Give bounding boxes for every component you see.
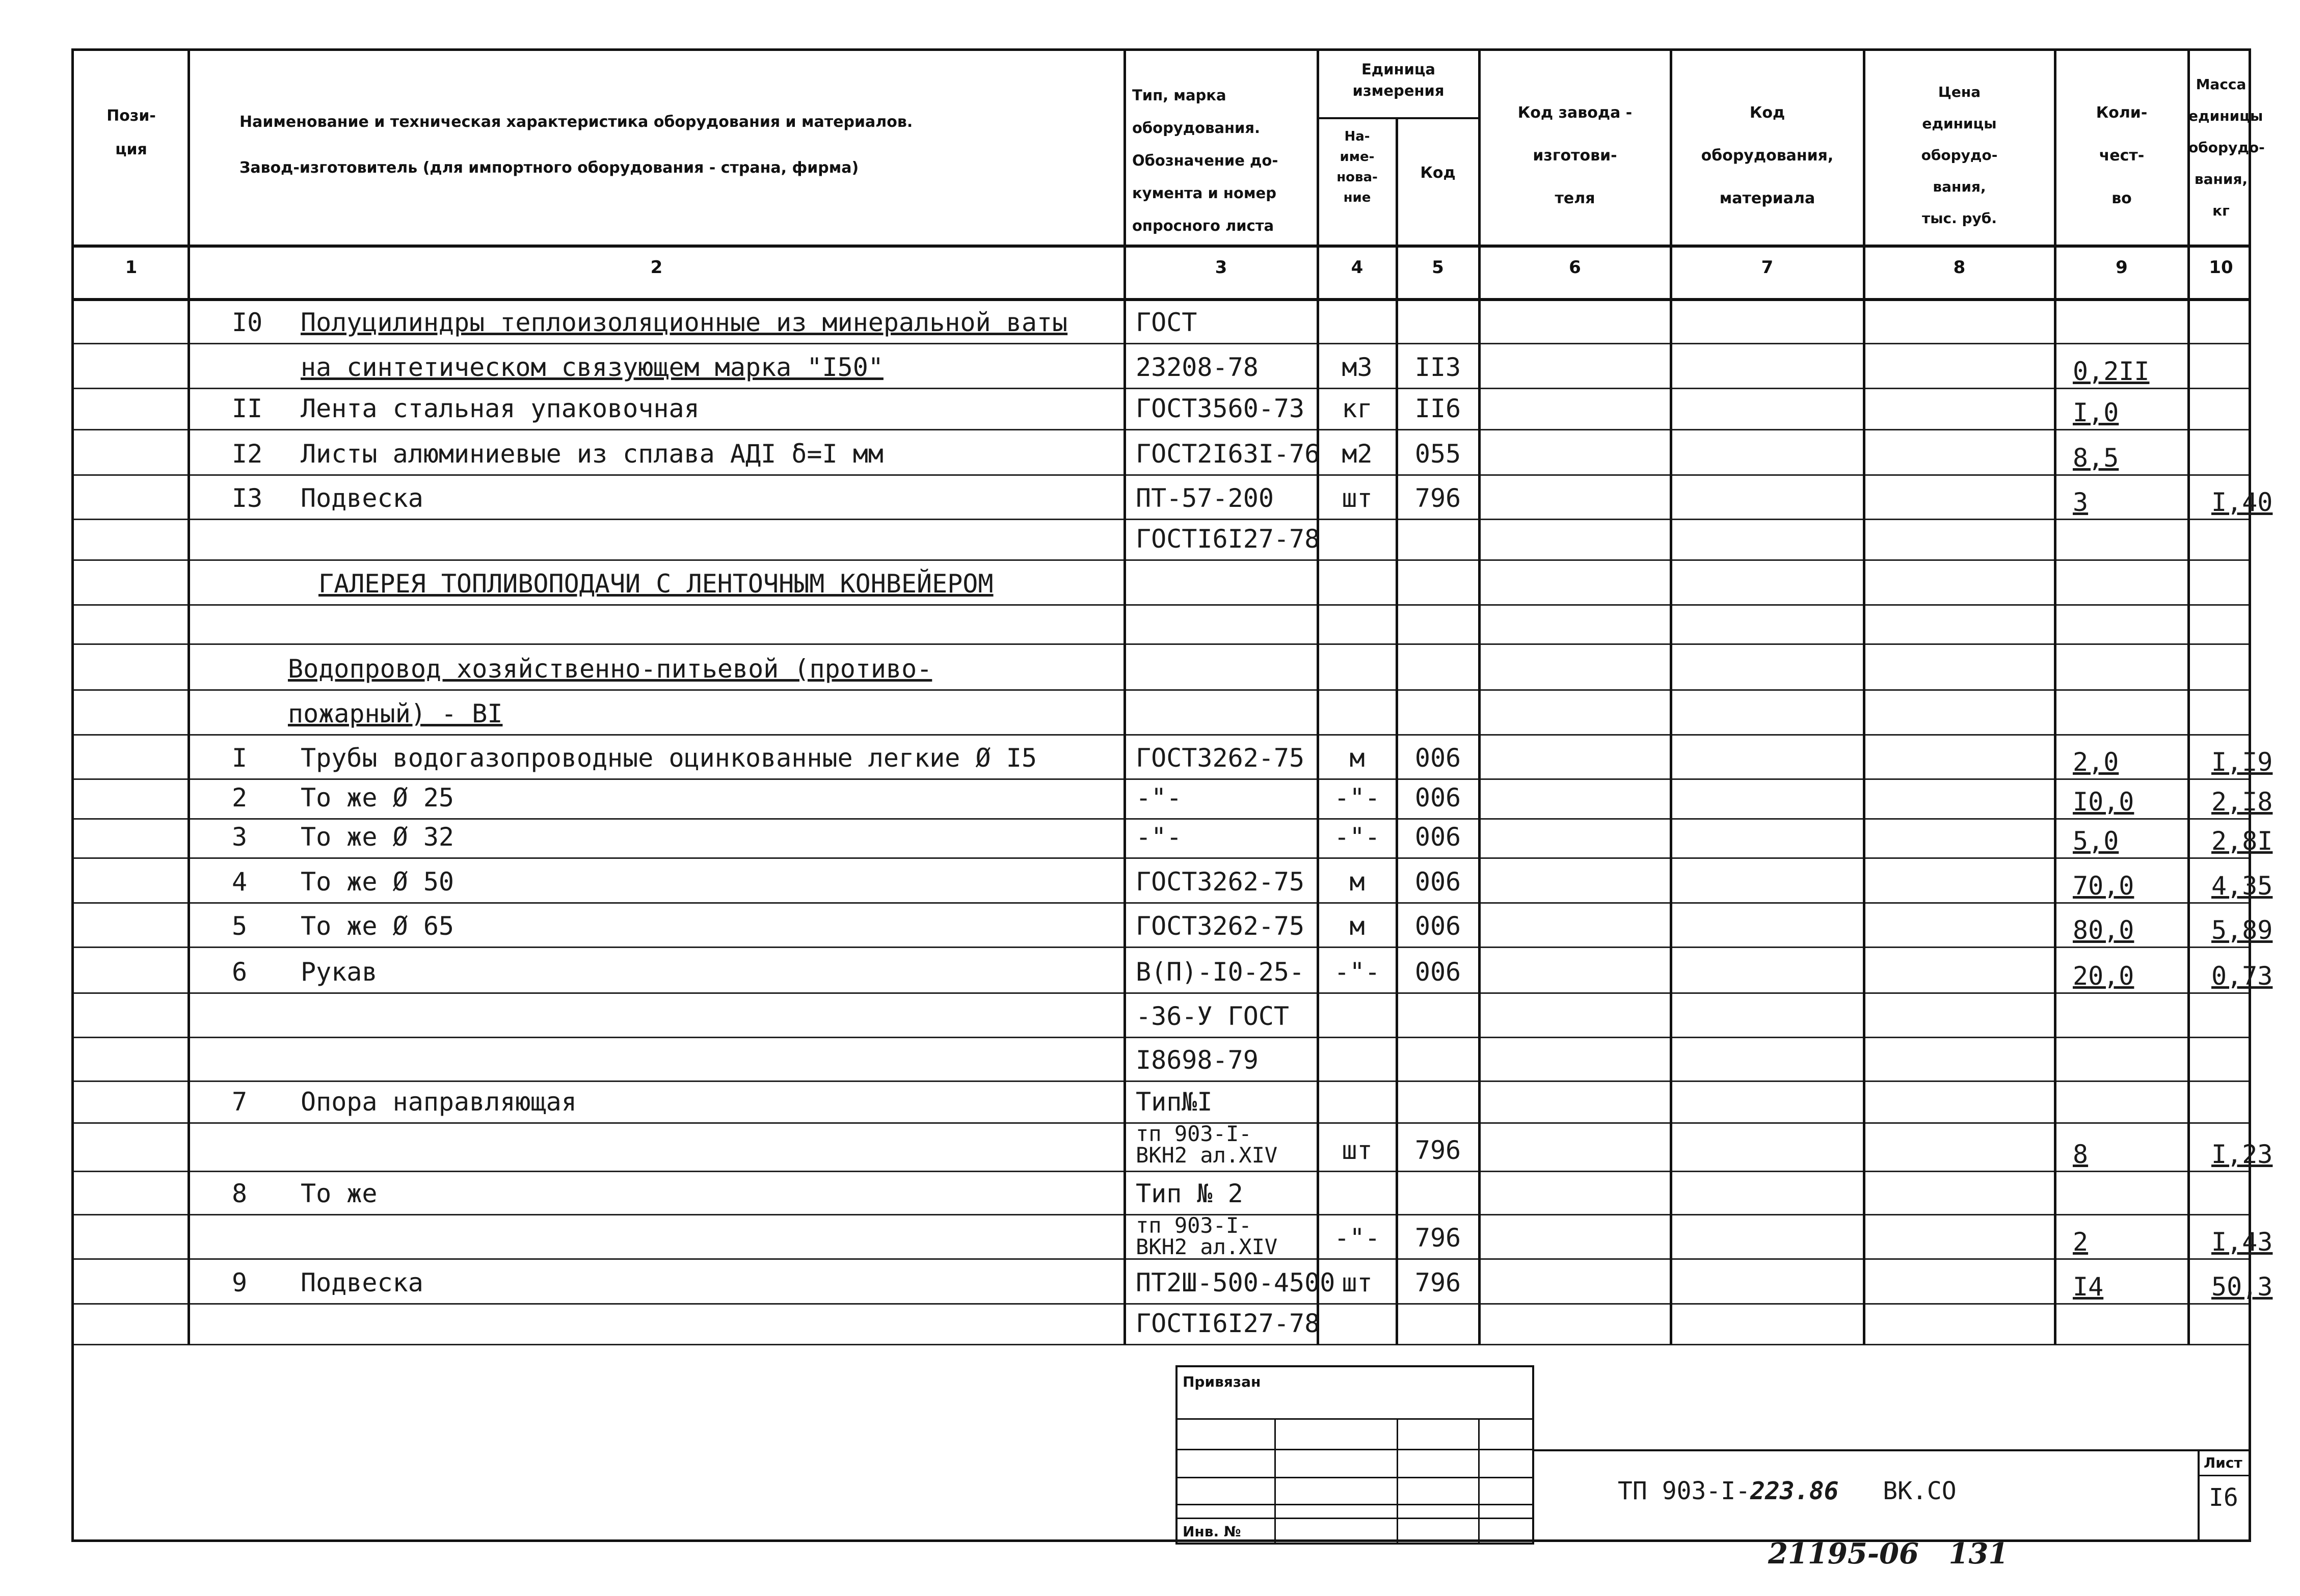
header-col4: На- име- нова- ние xyxy=(1336,129,1378,205)
row-unit-code: 006 xyxy=(1414,957,1461,987)
table-row xyxy=(74,903,2273,948)
row-name: Полуцилиндры теплоизоляционные из минеральной ваты xyxy=(301,308,1068,337)
table-row xyxy=(74,1304,2249,1345)
row-type: тп 903-I- ВКН2 ал.XIV xyxy=(1136,1213,1278,1259)
table-row xyxy=(74,735,2273,779)
row-type: ГОСТI6I27-78 xyxy=(1136,1309,1320,1338)
row-unit-code: II6 xyxy=(1414,394,1461,423)
row-position: I3 xyxy=(232,483,263,513)
row-unit: -"- xyxy=(1334,822,1380,852)
header-col10: Масса единицы оборудо- вания, кг xyxy=(2188,76,2265,219)
table-row xyxy=(74,779,2273,819)
header-col3: Тип, марка оборудования. Обозначение до- кумента и номер опросного листа xyxy=(1132,87,1278,234)
row-name: Листы алюминиевые из сплава АДI δ=I мм xyxy=(301,439,884,469)
row-type: -36-У ГОСТ xyxy=(1136,1002,1290,1031)
row-type: тп 903-I- ВКН2 ал.XIV xyxy=(1136,1121,1278,1168)
row-type: ГОСТ3262-75 xyxy=(1136,867,1305,897)
row-unit-code: 796 xyxy=(1414,1268,1461,1297)
row-quantity: 80,0 xyxy=(2073,915,2134,945)
column-number-5: 5 xyxy=(1432,257,1444,278)
row-position: 6 xyxy=(232,957,248,987)
header-col45: Единица измерения xyxy=(1352,61,1445,99)
row-unit-code: 006 xyxy=(1414,822,1461,852)
header-col9: Коли- чест- во xyxy=(2096,104,2148,207)
row-quantity: 3 xyxy=(2073,488,2089,517)
row-name: То же Ø 50 xyxy=(301,867,454,897)
row-type: ПТ-57-200 xyxy=(1136,483,1274,513)
row-type: ГОСТ3262-75 xyxy=(1136,743,1305,773)
row-type: ГОСТ3262-75 xyxy=(1136,911,1305,941)
row-mass: 4,35 xyxy=(2211,871,2273,901)
row-name: ГАЛЕРЕЯ ТОПЛИВОПОДАЧИ С ЛЕНТОЧНЫМ КОНВЕЙЕРОМ xyxy=(318,569,994,599)
row-quantity: 70,0 xyxy=(2073,871,2134,901)
row-mass: I,I9 xyxy=(2211,747,2273,777)
table-row xyxy=(74,690,2249,735)
row-name: Трубы водогазопроводные оцинкованные легкие Ø I5 xyxy=(301,743,1037,773)
row-position: 9 xyxy=(232,1268,248,1297)
table-row xyxy=(74,644,2249,690)
row-unit: шт xyxy=(1342,1135,1373,1165)
row-type: -"- xyxy=(1136,822,1182,852)
row-unit-code: 006 xyxy=(1414,867,1461,897)
row-quantity: I,0 xyxy=(2073,398,2119,427)
row-mass: I,23 xyxy=(2211,1140,2273,1169)
row-quantity: 8 xyxy=(2073,1140,2089,1169)
inventory-number-label: Инв. № xyxy=(1183,1523,1241,1540)
table-row xyxy=(74,1213,2273,1259)
table-row xyxy=(74,1259,2273,1304)
row-unit: кг xyxy=(1342,394,1373,423)
row-type: ГОСТI6I27-78 xyxy=(1136,524,1320,554)
row-unit-code: 796 xyxy=(1414,1135,1461,1165)
row-unit: шт xyxy=(1342,1268,1373,1297)
row-mass: I,43 xyxy=(2211,1227,2273,1257)
row-unit-code: 006 xyxy=(1414,743,1461,773)
table-row xyxy=(74,560,2249,605)
table-row xyxy=(74,948,2273,993)
row-position: I2 xyxy=(232,439,263,469)
row-type: Тип № 2 xyxy=(1136,1179,1243,1208)
row-mass: 50,3 xyxy=(2211,1272,2273,1302)
row-type: ГОСТ3560-73 xyxy=(1136,394,1305,423)
row-unit: -"- xyxy=(1334,957,1380,987)
row-position: I xyxy=(232,743,248,773)
table-row xyxy=(74,819,2273,858)
table-row xyxy=(74,1038,2249,1081)
row-name: То же Ø 65 xyxy=(301,911,454,941)
header-col8: Цена единицы оборудо- вания, тыс. руб. xyxy=(1921,84,1998,227)
binding-stamp xyxy=(1175,1365,1534,1545)
column-number-10: 10 xyxy=(2209,257,2233,278)
table-row xyxy=(74,520,2249,560)
row-mass: 2,I8 xyxy=(2211,787,2273,817)
row-type: Тип№I xyxy=(1136,1087,1213,1117)
column-number-7: 7 xyxy=(1761,257,1774,278)
row-name: Водопровод хозяйственно-питьевой (противо- xyxy=(288,654,932,684)
column-number-3: 3 xyxy=(1215,257,1227,278)
row-type: 23208-78 xyxy=(1136,353,1259,382)
row-position: I0 xyxy=(232,308,263,337)
header-col7: Код оборудования, материала xyxy=(1701,104,1834,207)
row-type: ГОСТ xyxy=(1136,308,1197,337)
row-quantity: 5,0 xyxy=(2073,826,2119,856)
row-unit-code: 796 xyxy=(1414,483,1461,513)
table-row xyxy=(74,993,2249,1038)
row-type: -"- xyxy=(1136,783,1182,813)
row-unit: -"- xyxy=(1334,783,1380,813)
row-name: То же Ø 25 xyxy=(301,783,454,813)
row-mass: I,40 xyxy=(2211,488,2273,517)
table-row xyxy=(74,344,2249,389)
row-position: 2 xyxy=(232,783,248,813)
table-row xyxy=(74,301,2249,344)
sheet-number: I6 xyxy=(2209,1483,2238,1512)
table-row xyxy=(74,430,2249,475)
row-type: ПТ2Ш-500-4500 xyxy=(1136,1268,1335,1297)
row-unit: -"- xyxy=(1334,1223,1380,1253)
row-unit: м xyxy=(1349,743,1365,773)
row-name: Рукав xyxy=(301,957,378,987)
row-unit-code: II3 xyxy=(1414,353,1461,382)
document-designation: ТП 903-I-223.86 ВК.СО xyxy=(1618,1477,1957,1505)
table-row xyxy=(74,1121,2273,1172)
table-row xyxy=(74,1081,2249,1123)
column-number-8: 8 xyxy=(1953,257,1966,278)
table-row xyxy=(74,605,2249,644)
row-quantity: 20,0 xyxy=(2073,961,2134,991)
row-unit: шт xyxy=(1342,483,1373,513)
row-position: 7 xyxy=(232,1087,248,1117)
table-row xyxy=(74,389,2249,430)
column-number-2: 2 xyxy=(650,257,663,278)
row-quantity: I4 xyxy=(2073,1272,2104,1302)
table-row xyxy=(74,1172,2249,1215)
row-position: 5 xyxy=(232,911,248,941)
privyazan-label: Привязан xyxy=(1183,1373,1261,1390)
row-name: Подвеска xyxy=(301,1268,423,1297)
row-position: 8 xyxy=(232,1179,248,1208)
table-row xyxy=(74,858,2273,903)
sheet-label: Лист xyxy=(2204,1454,2242,1471)
row-mass: 5,89 xyxy=(2211,915,2273,945)
column-number-9: 9 xyxy=(2116,257,2128,278)
row-unit-code: 055 xyxy=(1414,439,1461,469)
row-quantity: I0,0 xyxy=(2073,787,2134,817)
row-quantity: 2,0 xyxy=(2073,747,2119,777)
column-number-6: 6 xyxy=(1569,257,1581,278)
row-unit-code: 006 xyxy=(1414,911,1461,941)
row-name: Опора направляющая xyxy=(301,1087,577,1117)
row-name: на синтетическом связующем марка "I50" xyxy=(301,353,884,382)
row-name: пожарный) - BI xyxy=(288,699,503,728)
header-col2: Наименование и техническая характеристика оборудования и материалов. Завод-изготовитель (для импортного оборудования - страна, фирма) xyxy=(239,113,913,177)
row-type: ГОСТ2I63I-76 xyxy=(1136,439,1320,469)
row-quantity: 8,5 xyxy=(2073,443,2119,473)
row-unit-code: 006 xyxy=(1414,783,1461,813)
row-position: II xyxy=(232,394,263,423)
row-unit: м3 xyxy=(1342,353,1373,382)
row-quantity: 2 xyxy=(2073,1227,2089,1257)
row-mass: 2,8I xyxy=(2211,826,2273,856)
row-name: То же Ø 32 xyxy=(301,822,454,852)
header-col5: Код xyxy=(1420,164,1456,182)
row-name: То же xyxy=(301,1179,378,1208)
header-col6: Код завода - изготови- теля xyxy=(1517,104,1633,207)
column-number-1: 1 xyxy=(125,257,138,278)
row-unit: м xyxy=(1349,867,1365,897)
row-type: B(П)-I0-25- xyxy=(1136,957,1305,987)
row-position: 3 xyxy=(232,822,248,852)
row-mass: 0,73 xyxy=(2211,961,2273,991)
table-row xyxy=(74,475,2273,520)
row-unit: м2 xyxy=(1342,439,1373,469)
row-name: Подвеска xyxy=(301,483,423,513)
row-unit: м xyxy=(1349,911,1365,941)
row-position: 4 xyxy=(232,867,248,897)
row-name: Лента стальная упаковочная xyxy=(301,394,700,423)
archive-number: 21195-06 131 xyxy=(1768,1537,2009,1571)
row-unit-code: 796 xyxy=(1414,1223,1461,1253)
row-type: I8698-79 xyxy=(1136,1045,1259,1075)
header-col1: Пози- ция xyxy=(106,107,156,158)
drawing-sheet xyxy=(71,48,2273,1542)
column-number-4: 4 xyxy=(1351,257,1363,278)
row-quantity: 0,2II xyxy=(2073,357,2150,386)
